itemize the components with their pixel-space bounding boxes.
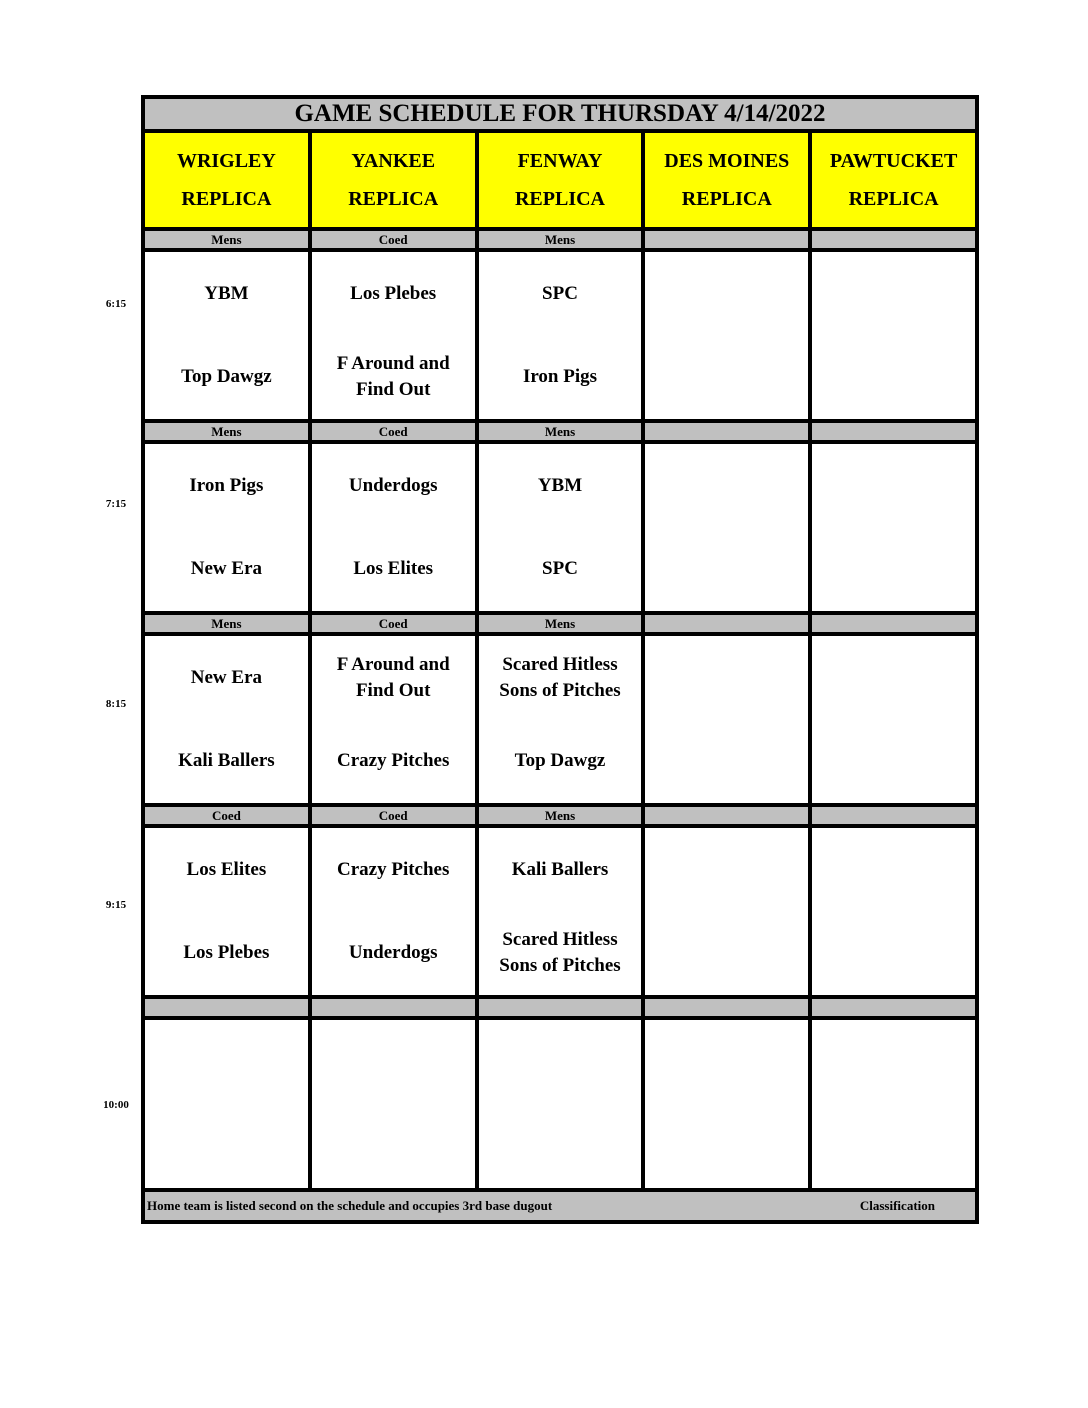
home-team (812, 528, 975, 612)
home-team (645, 720, 808, 804)
home-team: Underdogs (348, 942, 438, 964)
home-team: Top Dawgz (514, 750, 606, 772)
game-cell (810, 1018, 977, 1190)
game-cell (310, 826, 477, 997)
home-team: Los Plebes (183, 942, 270, 964)
game-cell (810, 634, 977, 805)
away-team (812, 252, 975, 336)
away-team: Crazy Pitches (337, 858, 450, 880)
away-team (645, 252, 808, 336)
division-label: Coed (310, 805, 477, 826)
field-subtitle: REPLICA (514, 188, 605, 210)
field-name: WRIGLEY (176, 150, 276, 172)
away-team (812, 444, 975, 528)
game-cell (477, 634, 644, 805)
division-label: Mens (143, 229, 310, 250)
field-name: DES MOINES (664, 150, 790, 172)
game-cell (143, 1018, 310, 1190)
division-label: Coed (310, 421, 477, 442)
away-team: Kali Ballers (511, 858, 609, 880)
field-header (643, 131, 810, 229)
away-team: YBM (537, 474, 583, 496)
home-team: SPC (542, 558, 578, 580)
field-name: YANKEE (351, 150, 436, 172)
division-label (643, 805, 810, 826)
division-label (643, 229, 810, 250)
division-label (143, 997, 310, 1018)
away-team: New Era (190, 666, 263, 688)
schedule-title: GAME SCHEDULE FOR THURSDAY 4/14/2022 (143, 97, 977, 131)
game-cell (143, 634, 310, 805)
game-cell (643, 442, 810, 613)
field-header (810, 131, 977, 229)
away-team (812, 828, 975, 912)
field-header (477, 131, 644, 229)
home-team: Iron Pigs (522, 366, 598, 388)
game-cell (810, 826, 977, 997)
away-team (645, 636, 808, 720)
field-subtitle: REPLICA (348, 188, 439, 210)
away-team: Iron Pigs (189, 474, 264, 496)
field-name: FENWAY (517, 150, 603, 172)
time-label: 10:00 (103, 1099, 129, 1111)
home-team: Crazy Pitches (337, 750, 450, 772)
division-label: Mens (477, 229, 644, 250)
game-cell (310, 250, 477, 421)
away-team (645, 444, 808, 528)
game-cell (643, 1018, 810, 1190)
division-label: Coed (310, 613, 477, 634)
schedule-table (141, 95, 979, 1224)
time-label: 8:15 (105, 698, 127, 710)
division-label: Mens (477, 421, 644, 442)
footer (143, 1190, 977, 1222)
home-team: New Era (190, 558, 263, 580)
home-team: Scared Hitless Sons of Pitches (499, 929, 621, 977)
field-subtitle: REPLICA (681, 188, 772, 210)
division-label (810, 997, 977, 1018)
time-label: 7:15 (105, 498, 127, 510)
division-label (643, 997, 810, 1018)
division-label: Coed (310, 229, 477, 250)
time-label: 9:15 (105, 899, 127, 911)
footer-note: Home team is listed second on the schedule and occupies 3rd base dugout (147, 1198, 553, 1213)
game-cell (477, 442, 644, 613)
home-team (645, 336, 808, 420)
division-label (643, 613, 810, 634)
home-team (645, 912, 808, 996)
away-team: Scared Hitless Sons of Pitches (499, 653, 621, 701)
away-team: Underdogs (348, 474, 438, 496)
footer-classification: Classification (859, 1198, 935, 1213)
division-label (643, 421, 810, 442)
home-team: Top Dawgz (181, 366, 272, 388)
home-team (812, 336, 975, 420)
game-cell (143, 442, 310, 613)
division-label (810, 421, 977, 442)
home-team: F Around and Find Out (336, 353, 450, 401)
away-team (645, 828, 808, 912)
field-header (310, 131, 477, 229)
field-header (143, 131, 310, 229)
division-label (810, 805, 977, 826)
game-cell (643, 826, 810, 997)
game-cell (810, 442, 977, 613)
time-label: 6:15 (105, 298, 127, 310)
division-label (810, 613, 977, 634)
away-team: Los Elites (186, 858, 267, 880)
home-team (812, 720, 975, 804)
game-cell (810, 250, 977, 421)
home-team: Kali Ballers (178, 750, 275, 772)
division-label (810, 229, 977, 250)
game-cell (310, 634, 477, 805)
away-team: Los Plebes (350, 282, 437, 304)
game-cell (643, 634, 810, 805)
away-team: SPC (542, 282, 578, 304)
away-team: YBM (204, 282, 249, 304)
away-team (812, 636, 975, 720)
game-cell (310, 442, 477, 613)
division-label: Mens (143, 613, 310, 634)
game-cell (643, 250, 810, 421)
game-cell (477, 826, 644, 997)
field-name: PAWTUCKET (829, 150, 958, 172)
home-team (645, 528, 808, 612)
game-cell (477, 1018, 644, 1190)
home-team: Los Elites (353, 558, 434, 580)
division-label: Mens (143, 421, 310, 442)
division-label (310, 997, 477, 1018)
field-subtitle: REPLICA (181, 188, 272, 210)
division-label: Mens (477, 613, 644, 634)
division-label: Mens (477, 805, 644, 826)
division-label (477, 997, 644, 1018)
away-team: F Around and Find Out (336, 653, 450, 701)
game-cell (477, 250, 644, 421)
field-subtitle: REPLICA (848, 188, 939, 210)
game-cell (143, 250, 310, 421)
division-label: Coed (143, 805, 310, 826)
game-cell (310, 1018, 477, 1190)
game-cell (143, 826, 310, 997)
home-team (812, 912, 975, 996)
